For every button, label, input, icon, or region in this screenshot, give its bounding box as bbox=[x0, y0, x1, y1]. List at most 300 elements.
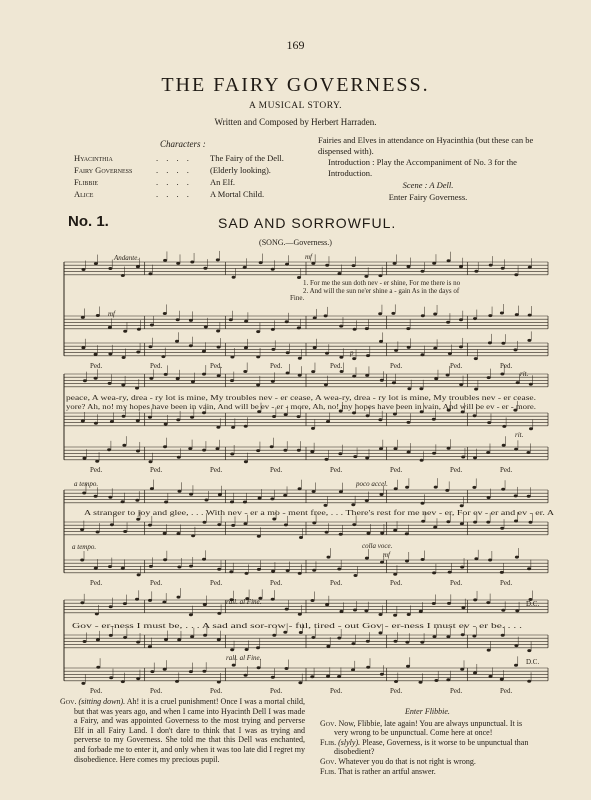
note-head bbox=[379, 340, 383, 343]
note-head bbox=[501, 267, 505, 270]
note-head bbox=[488, 559, 492, 562]
note-head bbox=[340, 370, 344, 373]
note-head bbox=[529, 521, 533, 524]
note-head bbox=[500, 571, 504, 574]
note-head bbox=[205, 499, 209, 502]
rit-marking: rit. bbox=[520, 370, 529, 378]
ped-marking: Ped. bbox=[390, 578, 403, 587]
note-head bbox=[379, 447, 383, 450]
note-head bbox=[178, 490, 182, 493]
note-head bbox=[148, 524, 152, 527]
note-head bbox=[486, 451, 490, 454]
note-head bbox=[326, 420, 330, 423]
lyrics-line-4: Gov - er-ness I must be, . . . A sad and sor-row - ful, tired - out Gov - er-ness I must ev - er be. . . . bbox=[72, 622, 523, 630]
note-head bbox=[446, 321, 450, 324]
note-head bbox=[366, 666, 370, 669]
note-head bbox=[189, 319, 193, 322]
ped-marking: Ped. bbox=[150, 686, 163, 695]
note-head bbox=[217, 568, 221, 571]
note-head bbox=[217, 523, 221, 526]
note-head bbox=[202, 449, 206, 452]
character-desc: The Fairy of the Dell. bbox=[210, 153, 284, 163]
note-head bbox=[161, 355, 165, 358]
note-head bbox=[202, 373, 206, 376]
note-head bbox=[272, 415, 276, 418]
note-head bbox=[364, 609, 368, 612]
note-head bbox=[515, 556, 519, 559]
note-head bbox=[297, 449, 301, 452]
note-head bbox=[284, 413, 288, 416]
note-head bbox=[230, 356, 234, 359]
note-head bbox=[461, 456, 465, 459]
note-head bbox=[514, 448, 518, 451]
note-head bbox=[109, 676, 113, 679]
character-desc: (Elderly looking). bbox=[210, 165, 271, 175]
note-head bbox=[177, 532, 181, 535]
lyrics-line-2a: peace, A wea-ry, drea - ry lot is mine, My troubles nev - er cease, A wea-ry, drea - ry lot is mine, My troubles nev - er cease. bbox=[66, 394, 537, 402]
note-head bbox=[366, 640, 370, 643]
dot-leader: . . . . bbox=[156, 189, 192, 199]
note-head bbox=[472, 486, 476, 489]
note-head bbox=[487, 649, 491, 652]
note-head bbox=[283, 494, 287, 497]
lyrics-line-1b: 2. And will the sun ne'er shine a - gain As in the days of bbox=[303, 287, 460, 295]
note-head bbox=[175, 340, 179, 343]
ped-marking: Ped. bbox=[210, 686, 223, 695]
note-head bbox=[230, 379, 234, 382]
note-head bbox=[203, 521, 207, 524]
note-head bbox=[405, 560, 409, 563]
note-head bbox=[271, 570, 275, 573]
note-head bbox=[393, 529, 397, 532]
note-head bbox=[340, 610, 344, 613]
note-head bbox=[313, 317, 317, 320]
note-head bbox=[298, 613, 302, 616]
note-head bbox=[339, 356, 343, 359]
note-head bbox=[271, 598, 275, 601]
note-head bbox=[148, 645, 152, 648]
dot-leader: . . . . bbox=[156, 177, 192, 187]
note-head bbox=[339, 325, 343, 328]
note-head bbox=[446, 374, 450, 377]
note-head bbox=[96, 638, 100, 641]
note-head bbox=[353, 328, 357, 331]
note-head bbox=[256, 646, 260, 649]
note-head bbox=[297, 326, 301, 329]
note-head bbox=[514, 664, 518, 667]
note-head bbox=[460, 668, 464, 671]
note-head bbox=[421, 353, 425, 356]
note-head bbox=[378, 312, 382, 315]
note-head bbox=[256, 355, 260, 358]
note-head bbox=[108, 382, 112, 385]
ped-marking: Ped. bbox=[90, 686, 103, 695]
note-head bbox=[283, 449, 287, 452]
note-head bbox=[136, 518, 140, 521]
dialog-right bbox=[320, 707, 535, 776]
ped-marking: Ped. bbox=[210, 361, 223, 370]
note-head bbox=[472, 635, 476, 638]
note-head bbox=[326, 645, 330, 648]
note-head bbox=[163, 668, 167, 671]
note-head bbox=[366, 414, 370, 417]
note-head bbox=[327, 556, 331, 559]
note-head bbox=[419, 387, 423, 390]
note-head bbox=[473, 521, 477, 524]
note-head bbox=[379, 631, 383, 634]
note-head bbox=[393, 573, 397, 576]
note-head bbox=[337, 675, 341, 678]
note-head bbox=[515, 313, 519, 316]
note-head bbox=[405, 486, 409, 489]
note-head bbox=[365, 374, 369, 377]
ped-marking: Ped. bbox=[330, 361, 343, 370]
speaker: Gov. bbox=[320, 756, 337, 766]
note-head bbox=[297, 276, 301, 279]
note-head bbox=[473, 317, 477, 320]
note-head bbox=[203, 603, 207, 606]
note-head bbox=[217, 681, 221, 684]
note-head bbox=[230, 648, 234, 651]
note-head bbox=[177, 596, 181, 599]
note-head bbox=[380, 673, 384, 676]
note-head bbox=[312, 490, 316, 493]
dialog-text: Please, Governess, is it worse to be unpunctual than disobedient? bbox=[334, 737, 529, 757]
note-head bbox=[487, 376, 491, 379]
note-head bbox=[229, 570, 233, 573]
note-head bbox=[123, 330, 127, 333]
note-head bbox=[245, 572, 249, 575]
note-head bbox=[473, 672, 477, 675]
dialog-text: Whatever you do that is not right is wrong. bbox=[338, 756, 476, 766]
note-head bbox=[272, 518, 276, 521]
note-head bbox=[95, 612, 99, 615]
note-head bbox=[352, 264, 356, 267]
ped-marking: Ped. bbox=[390, 686, 403, 695]
note-head bbox=[256, 330, 260, 333]
note-head bbox=[502, 444, 506, 447]
note-head bbox=[231, 524, 235, 527]
note-head bbox=[325, 531, 329, 534]
note-head bbox=[421, 520, 425, 523]
enter-note: Enter Fairy Governess. bbox=[388, 192, 468, 202]
ped-marking: Ped. bbox=[90, 578, 103, 587]
note-head bbox=[191, 534, 195, 537]
note-head bbox=[163, 445, 167, 448]
note-head bbox=[96, 314, 100, 317]
note-head bbox=[352, 357, 356, 360]
note-head bbox=[352, 375, 356, 378]
note-head bbox=[176, 377, 180, 380]
note-head bbox=[217, 612, 221, 615]
note-head bbox=[380, 561, 384, 564]
note-head bbox=[325, 352, 329, 355]
fairies-note: Fairies and Elves in attendance on Hyacinthia (but these can be dispensed with). bbox=[318, 135, 534, 156]
note-head bbox=[313, 346, 317, 349]
ped-marking: Ped. bbox=[270, 686, 283, 695]
note-head bbox=[394, 349, 398, 352]
note-head bbox=[339, 490, 343, 493]
note-head bbox=[446, 635, 450, 638]
note-head bbox=[527, 451, 531, 454]
tempo-andante: Andante. bbox=[114, 254, 140, 262]
note-head bbox=[324, 504, 328, 507]
ped-marking: Ped. bbox=[500, 465, 513, 474]
note-head bbox=[191, 380, 195, 383]
note-head bbox=[421, 558, 425, 561]
tempo-a-tempo-piano: a tempo. bbox=[72, 543, 97, 551]
note-head bbox=[123, 636, 127, 639]
note-head bbox=[190, 635, 194, 638]
note-head bbox=[433, 635, 437, 638]
note-head bbox=[177, 566, 181, 569]
note-head bbox=[529, 383, 533, 386]
note-head bbox=[393, 413, 397, 416]
note-head bbox=[149, 272, 153, 275]
note-head bbox=[378, 418, 382, 421]
ped-marking: Ped. bbox=[500, 361, 513, 370]
ped-marking: Ped. bbox=[330, 686, 343, 695]
note-head bbox=[271, 328, 275, 331]
note-head bbox=[352, 523, 356, 526]
note-head bbox=[502, 425, 506, 428]
note-head bbox=[527, 680, 531, 683]
note-head bbox=[202, 350, 206, 353]
note-head bbox=[500, 678, 504, 681]
note-head bbox=[298, 487, 302, 490]
note-head bbox=[311, 427, 315, 430]
note-head bbox=[81, 682, 85, 685]
note-head bbox=[354, 574, 358, 577]
note-head bbox=[203, 267, 207, 270]
note-head bbox=[516, 381, 520, 384]
characters-heading: Characters : bbox=[160, 139, 206, 149]
note-head bbox=[108, 496, 112, 499]
note-head bbox=[149, 460, 153, 463]
dc-marking: D.C. bbox=[526, 600, 540, 608]
note-head bbox=[527, 339, 531, 342]
dynamic-mf: mf bbox=[305, 253, 312, 261]
note-head bbox=[270, 445, 274, 448]
note-head bbox=[380, 532, 384, 535]
note-head bbox=[189, 565, 193, 568]
note-head bbox=[500, 527, 504, 530]
note-head bbox=[107, 448, 111, 451]
note-head bbox=[365, 557, 369, 560]
note-head bbox=[353, 455, 357, 458]
note-head bbox=[232, 276, 236, 279]
note-head bbox=[460, 522, 464, 525]
dialog-line bbox=[320, 719, 535, 738]
lyrics-line-2b: yore? Ah, no! my hopes have been in vain, And will be ev - er - more, Ah, no! my hopes have been in vain, And will be ev - er - more. bbox=[66, 403, 537, 411]
note-head bbox=[94, 495, 98, 498]
note-head bbox=[136, 419, 140, 422]
ped-marking: Ped. bbox=[90, 361, 103, 370]
note-head bbox=[489, 264, 493, 267]
note-head bbox=[81, 346, 85, 349]
note-head bbox=[216, 426, 220, 429]
note-head bbox=[189, 670, 193, 673]
ped-marking: Ped. bbox=[450, 465, 463, 474]
note-head bbox=[257, 666, 261, 669]
note-head bbox=[421, 502, 425, 505]
note-head bbox=[272, 634, 276, 637]
note-head bbox=[420, 641, 424, 644]
song-title: SAD AND SORROWFUL. bbox=[218, 215, 397, 231]
note-head bbox=[298, 357, 302, 360]
note-head bbox=[434, 486, 438, 489]
note-head bbox=[419, 610, 423, 613]
character-desc: A Mortal Child. bbox=[210, 189, 265, 199]
note-head bbox=[256, 383, 260, 386]
note-head bbox=[81, 420, 85, 423]
note-head bbox=[122, 444, 126, 447]
note-head bbox=[310, 450, 314, 453]
note-head bbox=[148, 599, 152, 602]
note-head bbox=[501, 488, 505, 491]
note-head bbox=[351, 503, 355, 506]
note-head bbox=[365, 456, 369, 459]
note-head bbox=[500, 312, 504, 315]
note-head bbox=[338, 452, 342, 455]
note-head bbox=[216, 447, 220, 450]
note-head bbox=[190, 261, 194, 264]
note-head bbox=[488, 341, 492, 344]
note-head bbox=[474, 388, 478, 391]
note-head bbox=[325, 603, 329, 606]
note-head bbox=[459, 265, 463, 268]
note-head bbox=[285, 667, 289, 670]
note-head bbox=[150, 324, 154, 327]
note-head bbox=[432, 602, 436, 605]
note-head bbox=[419, 681, 423, 684]
character-name: Flibbie bbox=[74, 177, 99, 187]
page-title: THE FAIRY GOVERNESS. bbox=[161, 74, 430, 96]
note-head bbox=[94, 262, 98, 265]
note-head bbox=[150, 670, 154, 673]
note-head bbox=[311, 262, 315, 265]
note-head bbox=[243, 501, 247, 504]
note-head bbox=[135, 499, 139, 502]
note-head bbox=[136, 265, 140, 268]
note-head bbox=[122, 415, 126, 418]
note-head bbox=[108, 267, 112, 270]
note-head bbox=[432, 452, 436, 455]
note-head bbox=[407, 613, 411, 616]
lyrics-line-1a: 1. For me the sun doth nev - er shine, For me there is no bbox=[303, 279, 461, 287]
note-head bbox=[217, 638, 221, 641]
note-head bbox=[339, 533, 343, 536]
note-head bbox=[433, 347, 437, 350]
note-head bbox=[501, 609, 505, 612]
note-head bbox=[474, 557, 478, 560]
note-head bbox=[432, 262, 436, 265]
note-head bbox=[94, 422, 98, 425]
note-head bbox=[406, 327, 410, 330]
note-head bbox=[83, 640, 87, 643]
note-head bbox=[407, 346, 411, 349]
note-head bbox=[514, 494, 518, 497]
note-head bbox=[216, 330, 220, 333]
note-head bbox=[391, 312, 395, 315]
note-head bbox=[257, 535, 261, 538]
note-head bbox=[352, 642, 356, 645]
note-head bbox=[299, 536, 303, 539]
note-head bbox=[297, 415, 301, 418]
note-head bbox=[135, 598, 139, 601]
note-head bbox=[310, 675, 314, 678]
note-head bbox=[459, 383, 463, 386]
note-head bbox=[473, 456, 477, 459]
note-head bbox=[110, 523, 114, 526]
note-head bbox=[177, 456, 181, 459]
note-head bbox=[110, 420, 114, 423]
note-head bbox=[312, 569, 316, 572]
note-head bbox=[324, 383, 328, 386]
note-head bbox=[286, 351, 290, 354]
dynamic-mf-2: mf bbox=[383, 551, 390, 559]
ped-marking: Ped. bbox=[450, 686, 463, 695]
ped-marking: Ped. bbox=[150, 361, 163, 370]
song-subtitle: (SONG.—Governess.) bbox=[259, 238, 332, 247]
note-head bbox=[407, 265, 411, 268]
note-head bbox=[82, 492, 86, 495]
note-head bbox=[82, 268, 86, 271]
note-head bbox=[231, 426, 235, 429]
ped-marking: Ped. bbox=[330, 578, 343, 587]
note-head bbox=[135, 387, 139, 390]
note-head bbox=[528, 314, 532, 317]
note-head bbox=[216, 258, 220, 261]
note-head bbox=[285, 320, 289, 323]
rit-marking-piano: rit. bbox=[515, 431, 524, 439]
note-head bbox=[149, 377, 153, 380]
note-head bbox=[380, 493, 384, 496]
note-head bbox=[137, 573, 141, 576]
note-head bbox=[244, 522, 248, 525]
note-head bbox=[136, 677, 140, 680]
note-head bbox=[271, 380, 275, 383]
note-head bbox=[164, 638, 168, 641]
dynamic-mf-piano: mf bbox=[108, 310, 115, 318]
note-head bbox=[94, 567, 98, 570]
note-head bbox=[514, 273, 518, 276]
tempo-a-tempo: a tempo. bbox=[74, 480, 99, 488]
note-head bbox=[286, 372, 290, 375]
note-head bbox=[257, 568, 261, 571]
dialog-text: That is rather an artful answer. bbox=[337, 766, 436, 776]
note-head bbox=[108, 565, 112, 568]
note-head bbox=[366, 354, 370, 357]
stage-direction: (slyly). bbox=[338, 737, 361, 747]
character-name: Hyacinthia bbox=[74, 153, 113, 163]
note-head bbox=[486, 521, 490, 524]
ped-marking: Ped. bbox=[500, 578, 513, 587]
note-head bbox=[420, 459, 424, 462]
speaker: Flib. bbox=[320, 737, 337, 747]
dialog-text: Now, Flibbie, late again! You are always unpunctual. It is very wrong to be unpunctual. Come here at once! bbox=[334, 718, 523, 738]
dialog-line bbox=[320, 738, 535, 757]
stage-direction: (sitting down). bbox=[78, 697, 126, 706]
note-head bbox=[459, 318, 463, 321]
note-head bbox=[421, 270, 425, 273]
note-head bbox=[163, 259, 167, 262]
note-head bbox=[80, 528, 84, 531]
note-head bbox=[338, 272, 342, 275]
speaker: Gov. bbox=[60, 697, 77, 706]
note-head bbox=[164, 501, 168, 504]
note-head bbox=[121, 500, 125, 503]
